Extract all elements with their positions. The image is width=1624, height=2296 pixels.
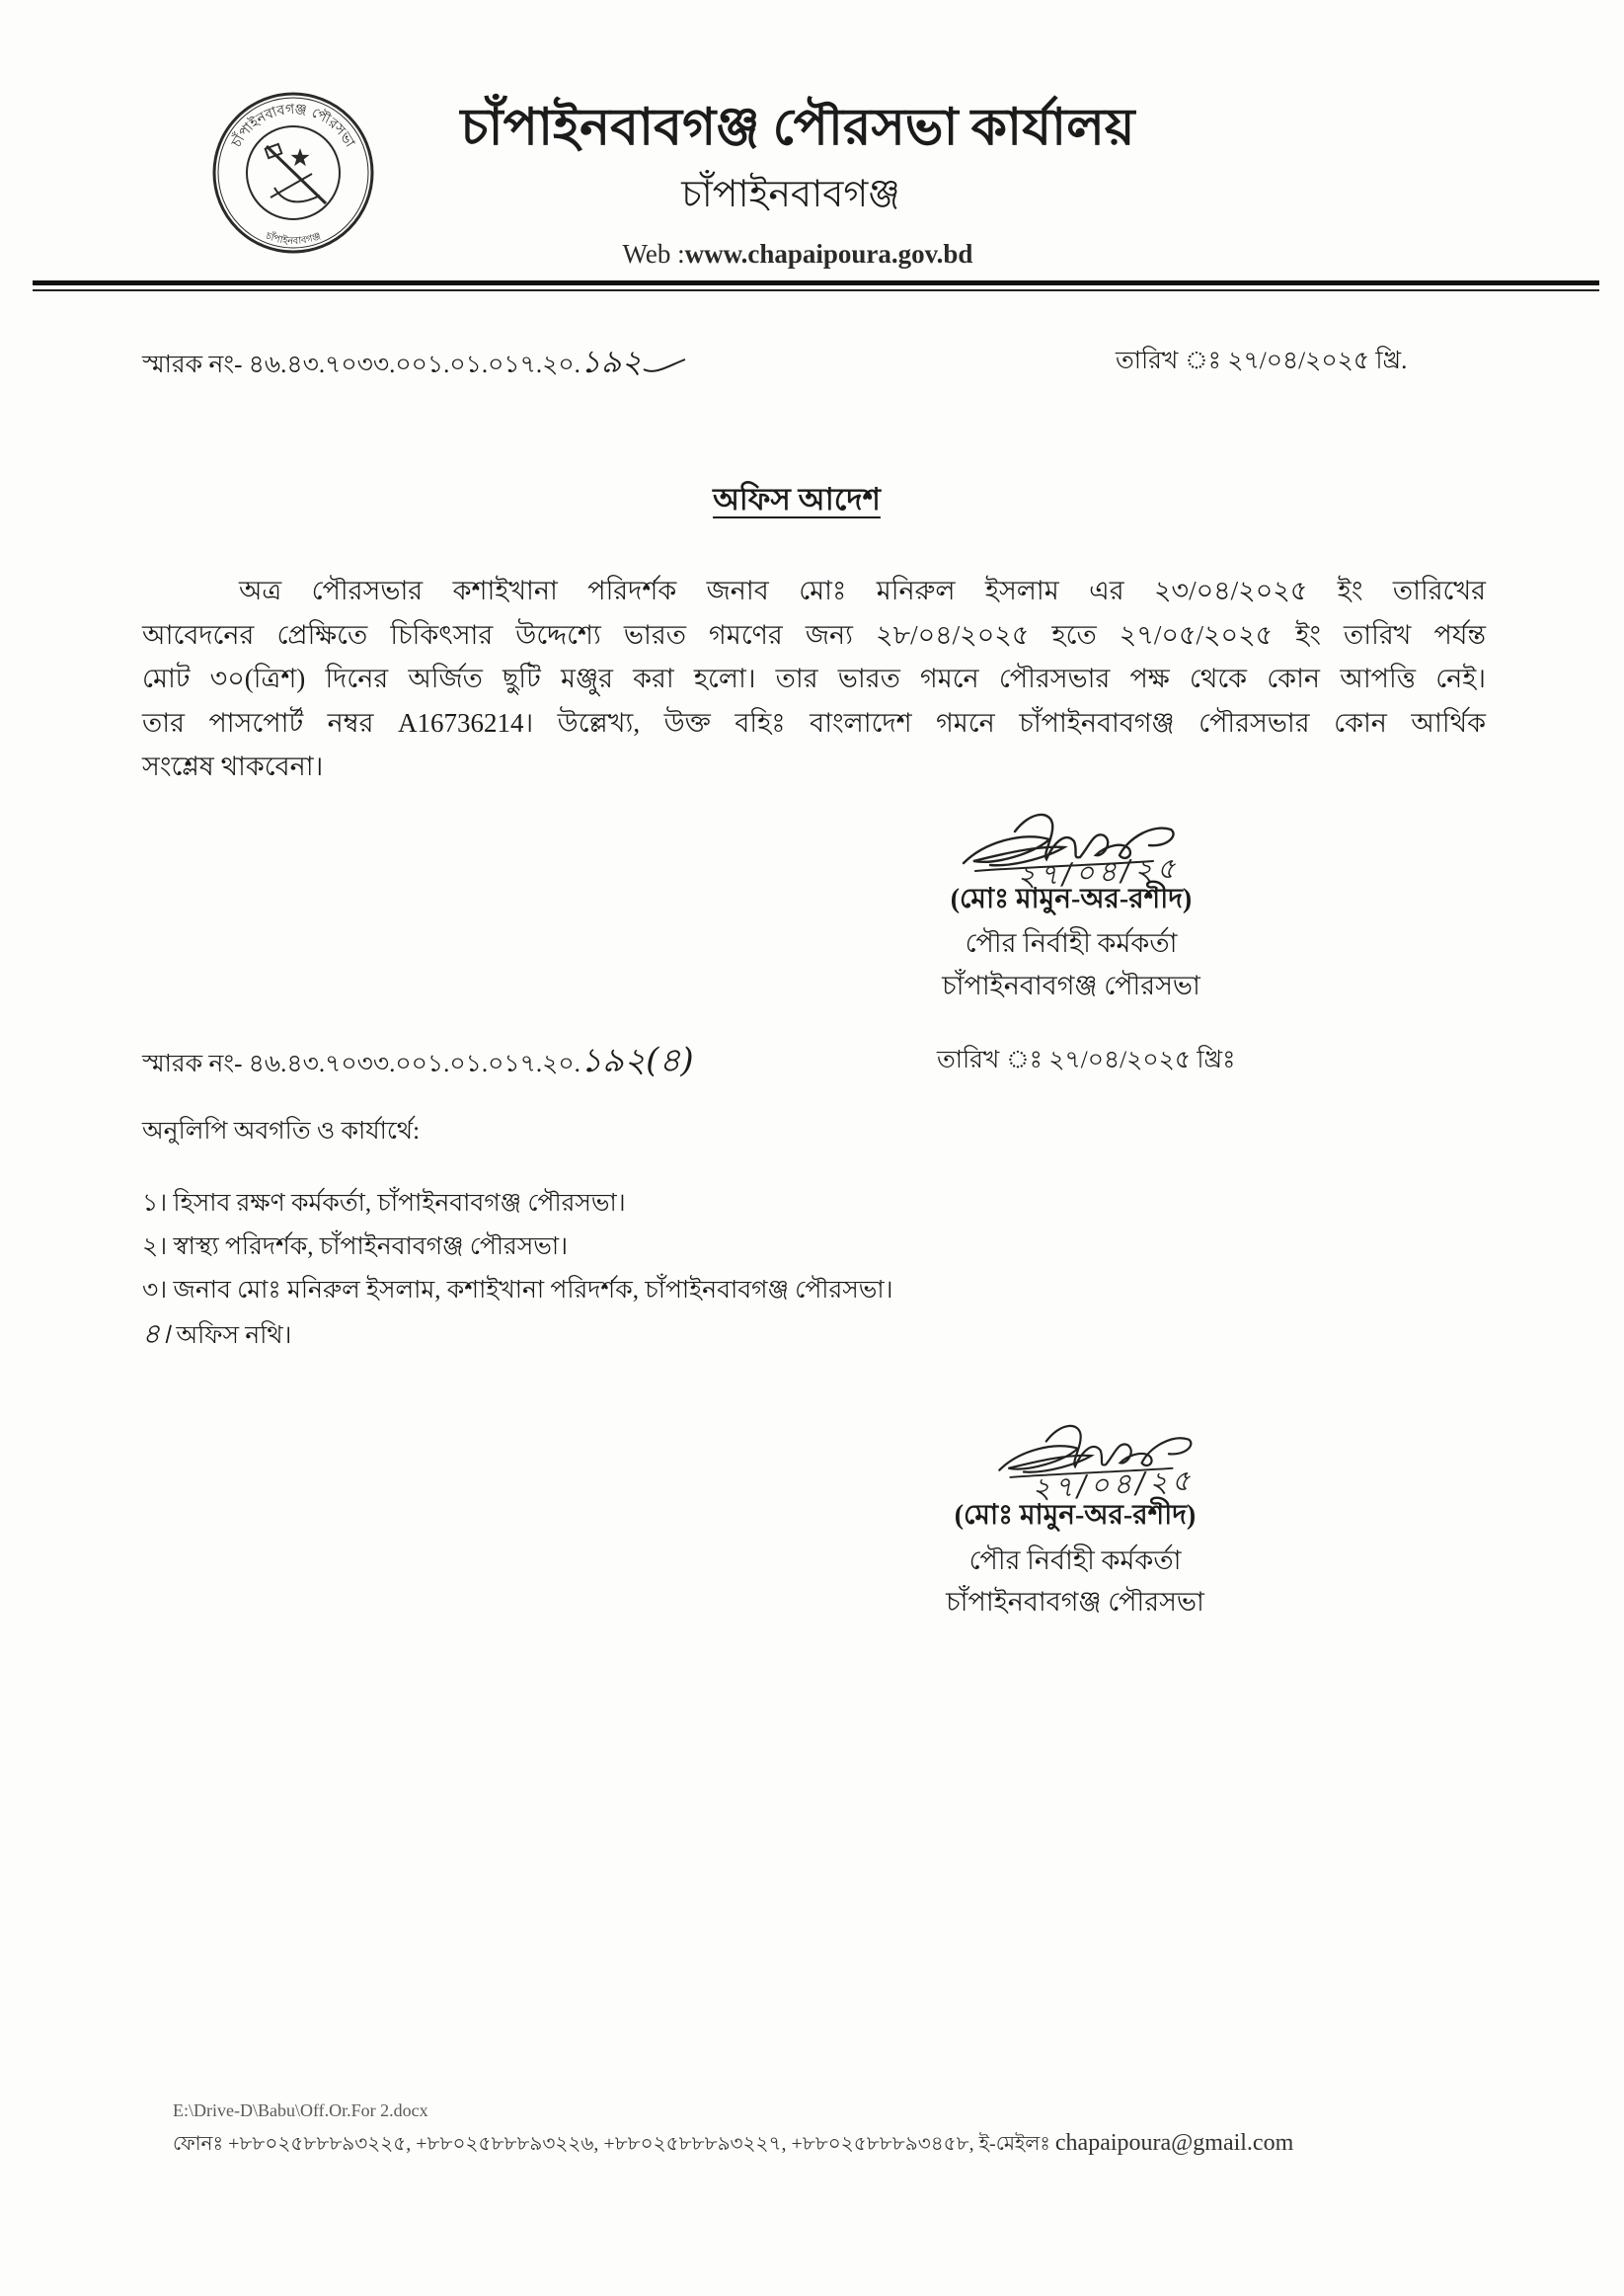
copy-memo-date: তারিখ ঃ ২৭/০৪/২০২৫ খ্রিঃ bbox=[937, 1047, 1236, 1073]
phone-label: ফোনঃ bbox=[173, 2133, 224, 2155]
memo-label: স্মারক নং- bbox=[142, 352, 243, 378]
seal-top-text: চাঁপাইনবাবগঞ্জ পৌরসভা bbox=[228, 101, 358, 150]
memo-handwritten-suffix: ১৯২ bbox=[580, 343, 643, 380]
list-item bbox=[142, 1269, 1426, 1312]
order-body-line: তার পাসপোর্ট নম্বর A16736214। উল্লেখ্য, উক্ত বহিঃ বাংলাদেশ গমনে চাঁপাইনবাবগঞ্জ পৌরসভার কোন আর্থিক bbox=[142, 707, 1486, 738]
list-item-number: ৩। bbox=[142, 1277, 168, 1304]
order-body-line: মোট ৩০(ত্রিশ) দিনের অর্জিত ছুটি মঞ্জুর করা হলো। তার ভারত গমনে পৌরসভার পক্ষ থেকে কোন আপত্তি নেই। bbox=[142, 664, 1486, 693]
signatory-office: চাঁপাইনবাবগঞ্জ পৌরসভা bbox=[942, 971, 1200, 1000]
copy-memo-number-line bbox=[142, 1042, 1031, 1083]
signatory-office: চাঁপাইনবাবগঞ্জ পৌরসভা bbox=[946, 1587, 1204, 1617]
list-item-number: ২। bbox=[142, 1233, 168, 1260]
file-path: E:\Drive-D\Babu\Off.Or.For 2.docx bbox=[173, 2100, 428, 2120]
copy-memo-handwritten-suffix: ১৯২(৪) bbox=[580, 1041, 694, 1080]
order-body-line: সংশ্লেষ থাকবেনা। bbox=[142, 752, 324, 781]
signatory-name: (মোঃ মামুন-অর-রশীদ) bbox=[954, 1500, 1197, 1531]
order-heading: অফিস আদেশ bbox=[713, 482, 881, 516]
seal-bottom-text: চাঁপাইনবাবগঞ্জ bbox=[264, 230, 323, 248]
memo-number: ৪৬.৪৩.৭০৩৩.০০১.০১.০১৭.২০. bbox=[248, 352, 580, 378]
email-label: ই-মেইলঃ bbox=[978, 2133, 1050, 2155]
office-title: চাঁপাইনবাবগঞ্জ পৌরসভা কার্যালয় bbox=[460, 100, 1135, 156]
star-icon bbox=[290, 148, 309, 166]
distribution-list bbox=[142, 1182, 1426, 1356]
signatory-designation: পৌর নির্বাহী কর্মকর্তা bbox=[968, 1545, 1182, 1575]
list-item-text: হিসাব রক্ষণ কর্মকর্তা, চাঁপাইনবাবগঞ্জ পৌরসভা। bbox=[173, 1190, 626, 1217]
list-item-text: অফিস নথি। bbox=[176, 1322, 292, 1349]
phone-numbers: +৮৮০২৫৮৮৮৯৩২২৫, +৮৮০২৫৮৮৮৯৩২২৬, +৮৮০২৫৮৮৮৯৩২২৭, +৮৮০২৫৮৮৮৯৩৪৫৮, bbox=[228, 2133, 974, 2155]
email-address: chapaipoura@gmail.com bbox=[1054, 2130, 1294, 2156]
memo-number-line bbox=[142, 343, 1031, 384]
signatory-designation: পৌর নির্বাহী কর্মকর্তা bbox=[965, 928, 1178, 958]
list-item-number: ৪। bbox=[142, 1317, 171, 1350]
order-body-line: আবেদনের প্রেক্ষিতে চিকিৎসার উদ্দেশ্যে ভারত গমণের জন্য ২৮/০৪/২০২৫ হতে ২৭/০৫/২০২৫ ইং তারিখ পর্যন্ত bbox=[142, 619, 1486, 650]
list-item bbox=[142, 1182, 1426, 1226]
list-item-text: জনাব মোঃ মনিরুল ইসলাম, কশাইখানা পরিদর্শক, চাঁপাইনবাবগঞ্জ পৌরসভা। bbox=[173, 1277, 893, 1304]
office-subtitle: চাঁপাইনবাবগঞ্জ bbox=[681, 174, 900, 215]
header-rule-thin bbox=[33, 289, 1599, 291]
seal-emblem-icon bbox=[266, 144, 326, 203]
municipality-seal-icon bbox=[209, 89, 377, 257]
list-item bbox=[142, 1312, 1426, 1356]
list-item-number: ১। bbox=[142, 1190, 168, 1217]
order-body-line: অত্র পৌরসভার কশাইখানা পরিদর্শক জনাব মোঃ মনিরুল ইসলাম এর ২৩/০৪/২০২৫ ইং তারিখের bbox=[239, 576, 1486, 605]
header-rule-thick bbox=[33, 280, 1599, 285]
signatory-name: (মোঃ মামুন-অর-রশীদ) bbox=[950, 884, 1193, 914]
contact-line bbox=[173, 2128, 1575, 2159]
copy-memo-label: স্মারক নং- bbox=[142, 1051, 243, 1077]
web-url: www.chapaipoura.gov.bd bbox=[684, 239, 973, 269]
list-item bbox=[142, 1226, 1426, 1269]
website-line bbox=[403, 236, 1193, 272]
signature-date: ২৭/০৪/২৫ bbox=[1016, 850, 1181, 894]
svg-text:চাঁপাইনবাবগঞ্জ bbox=[264, 229, 323, 248]
distribution-heading: অনুলিপি অবগতি ও কার্যার্থে: bbox=[142, 1118, 421, 1145]
list-item-text: স্বাস্থ্য পরিদর্শক, চাঁপাইনবাবগঞ্জ পৌরসভা। bbox=[173, 1233, 569, 1260]
memo-date: তারিখ ঃ ২৭/০৪/২০২৫ খ্রি. bbox=[1116, 348, 1408, 374]
handwriting-flourish bbox=[642, 356, 687, 377]
signature-date: ২৭/০৪/২৫ bbox=[1031, 1463, 1196, 1506]
web-label: Web : bbox=[622, 239, 685, 269]
copy-memo-number: ৪৬.৪৩.৭০৩৩.০০১.০১.০১৭.২০. bbox=[248, 1051, 580, 1077]
order-body bbox=[142, 569, 1486, 789]
